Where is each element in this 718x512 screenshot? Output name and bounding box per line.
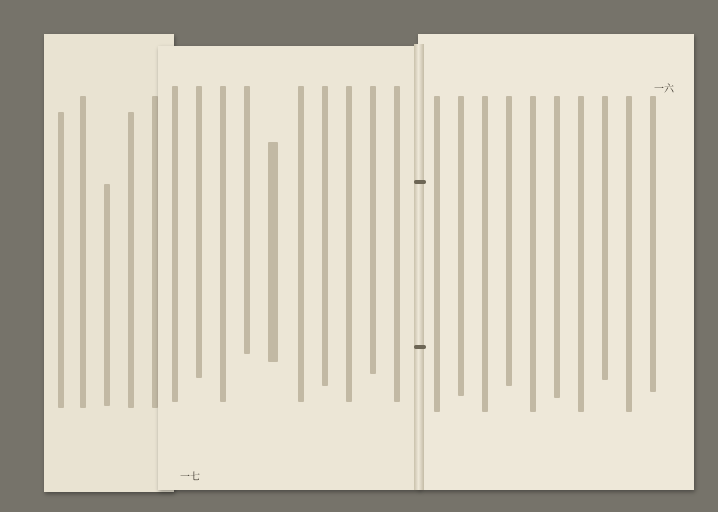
text-placeholder [104,184,110,406]
left-page [158,46,420,490]
text-placeholder [506,96,512,386]
text-placeholder [322,86,328,386]
text-placeholder [172,86,178,402]
text-placeholder [530,96,536,412]
page-number: 一七 [180,472,200,483]
text-placeholder [458,96,464,396]
heading-placeholder [268,142,278,362]
text-placeholder [602,96,608,380]
text-placeholder [58,112,64,408]
book-gutter [414,44,424,490]
text-placeholder [626,96,632,412]
text-placeholder [220,86,226,402]
text-placeholder [244,86,250,354]
text-placeholder [80,96,86,408]
text-placeholder [196,86,202,378]
text-placeholder [578,96,584,412]
text-placeholder [128,112,134,408]
text-placeholder [298,86,304,402]
back-page-edge [44,34,174,492]
text-placeholder [434,96,440,412]
text-placeholder [370,86,376,374]
right-page [418,34,694,490]
page-number: 一六 [654,84,674,95]
binding-staple [414,345,426,349]
text-placeholder [650,96,656,392]
text-placeholder [346,86,352,402]
binding-staple [414,180,426,184]
text-placeholder [482,96,488,412]
text-placeholder [554,96,560,398]
text-placeholder [394,86,400,402]
